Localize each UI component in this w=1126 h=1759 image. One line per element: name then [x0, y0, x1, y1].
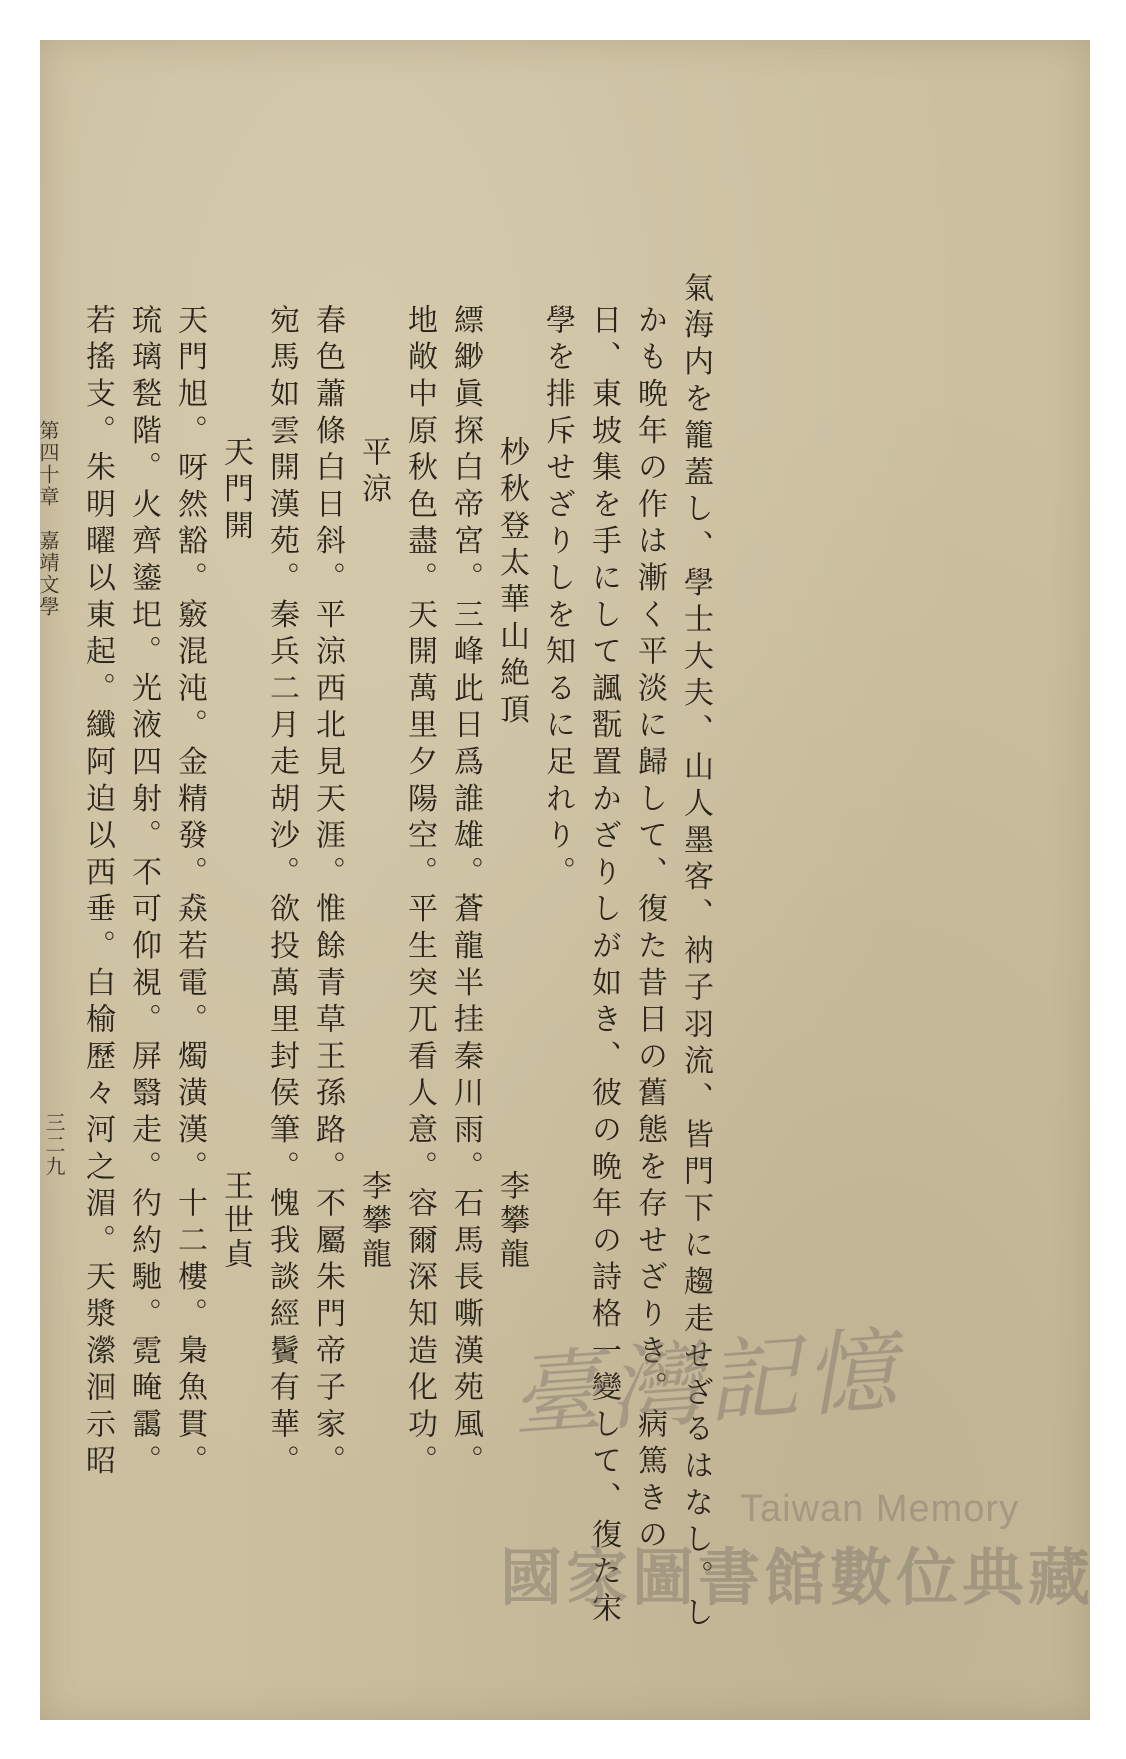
poem-2-author: 李攀龍	[356, 1170, 391, 1272]
page-number: 三二九	[42, 1112, 66, 1178]
poem-1-author: 李攀龍	[494, 1170, 529, 1272]
scanned-book-page	[36, 40, 1090, 1720]
poem-2-line-2: 宛馬如雲開漢苑。秦兵二月走胡沙。欲投萬里封侯筆。愧我談經鬢有華。	[264, 304, 299, 1482]
poem-3-line-1: 天門旭。呀然豁。竅混沌。金精發。猋若電。燭潢漢。十二樓。梟魚貫。	[172, 304, 207, 1482]
poem-2-line-1: 春色蕭條白日斜。平涼西北見天涯。惟餘青草王孫路。不屬朱門帝子家。	[310, 304, 345, 1482]
prose-line-3: 日、東坡集を手にして諷翫置かざりしが如き、彼の晩年の詩格一變して、復た宋	[586, 304, 621, 1629]
prose-line-4: 學を排斥せざりしを知るに足れり。	[540, 304, 575, 893]
poem-1-line-1: 縹緲眞探白帝宮。三峰此日爲誰雄。蒼龍半挂秦川雨。石馬長嘶漢苑風。	[448, 304, 483, 1482]
watermark-script-logo: 臺灣記憶	[507, 1316, 906, 1451]
poem-1-title: 杪秋登太華山絶頂	[494, 436, 529, 731]
poem-3-author: 王世貞	[218, 1170, 253, 1272]
prose-line-2: かも晩年の作は漸く平淡に歸して、復た昔日の舊態を存せざりき。病篤きの	[632, 304, 667, 1556]
watermark-english: Taiwan Memory	[740, 1488, 1020, 1530]
poem-2-title: 平涼	[356, 436, 391, 510]
poem-3-title: 天門開	[218, 436, 253, 547]
prose-line-1: 氣海内を籠蓋し、學士大夫、山人墨客、衲子羽流、皆門下に趨走せざるはなし。し	[678, 272, 713, 1634]
poem-1-line-2: 地敞中原秋色盡。天開萬里夕陽空。平生突兀看人意。容爾深知造化功。	[402, 304, 437, 1482]
poem-3-line-3: 若搖支。朱明曜以東起。纖阿迫以西垂。白榆歷々河之湄。天漿瀠洄示昭	[80, 304, 115, 1482]
chapter-running-head: 第四十章 嘉靖文學	[36, 420, 60, 618]
poem-3-line-2: 琉璃甃階。火齊鎏圯。光液四射。不可仰視。屏翳走。彴約馳。霓晻靄。	[126, 304, 161, 1482]
watermark-chinese: 國家圖書館數位典藏	[500, 1541, 1095, 1614]
